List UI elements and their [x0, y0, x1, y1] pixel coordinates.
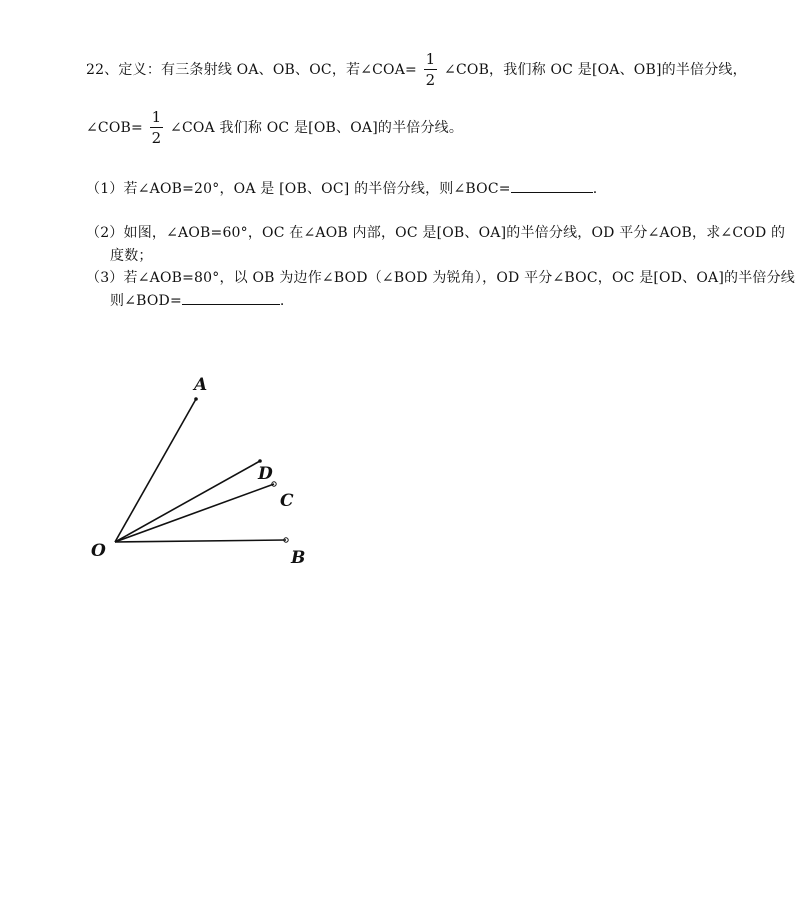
angle-figure	[80, 365, 340, 585]
fraction-one-half-2	[150, 110, 164, 146]
label-d: D	[258, 464, 273, 484]
question-3-text-cont: 则∠BOD=	[110, 293, 182, 309]
point-d-dot	[258, 459, 262, 463]
label-o: O	[91, 541, 106, 561]
label-b: B	[291, 548, 306, 568]
ray-oc	[115, 484, 274, 542]
label-a: A	[194, 375, 208, 395]
answer-blank-1[interactable]	[511, 180, 593, 193]
definition-line-1	[86, 52, 747, 88]
ray-ob	[115, 540, 286, 542]
question-3	[86, 267, 795, 287]
question-3-text: （3）若∠AOB=80°，以 OB 为边作∠BOD（∠BOD 为锐角），OD 平分∠BOC，OC 是[OD、OA]的半倍分线	[86, 270, 796, 286]
fraction-denominator: 2	[425, 71, 436, 89]
fraction-numerator: 1	[425, 50, 436, 68]
fraction-one-half	[424, 52, 438, 88]
fraction-denominator: 2	[151, 129, 162, 147]
ray-od	[115, 461, 260, 542]
definition-text-part-3: ∠COB=	[86, 120, 143, 136]
problem-number: 22、	[86, 62, 119, 78]
label-c: C	[280, 491, 294, 511]
question-1-text: （1）若∠AOB=20°，OA 是 [OB、OC] 的半倍分线，则∠BOC=	[86, 181, 511, 197]
ray-oa	[115, 399, 196, 542]
question-1-end: .	[592, 181, 598, 197]
answer-blank-3[interactable]	[182, 292, 280, 305]
point-a-dot	[194, 397, 198, 401]
definition-text-part-1: 定义：有三条射线 OA、OB、OC，若∠COA=	[118, 62, 417, 78]
question-2-text: （2）如图，∠AOB=60°，OC 在∠AOB 内部，OC 是[OB、OA]的半倍分线，OD 平分∠AOB，求∠COD 的	[86, 225, 786, 241]
question-2-continued	[110, 245, 153, 265]
definition-line-2	[86, 110, 463, 146]
question-3-continued	[110, 290, 285, 310]
question-2-text-cont: 度数；	[110, 248, 153, 264]
fraction-numerator: 1	[151, 108, 162, 126]
question-3-end: .	[279, 293, 285, 309]
definition-text-part-4: ∠COA 我们称 OC 是[OB、OA]的半倍分线。	[170, 120, 464, 136]
question-1	[86, 178, 597, 198]
definition-text-part-2: ∠COB，我们称 OC 是[OA、OB]的半倍分线，	[444, 62, 747, 78]
question-2	[86, 222, 785, 242]
